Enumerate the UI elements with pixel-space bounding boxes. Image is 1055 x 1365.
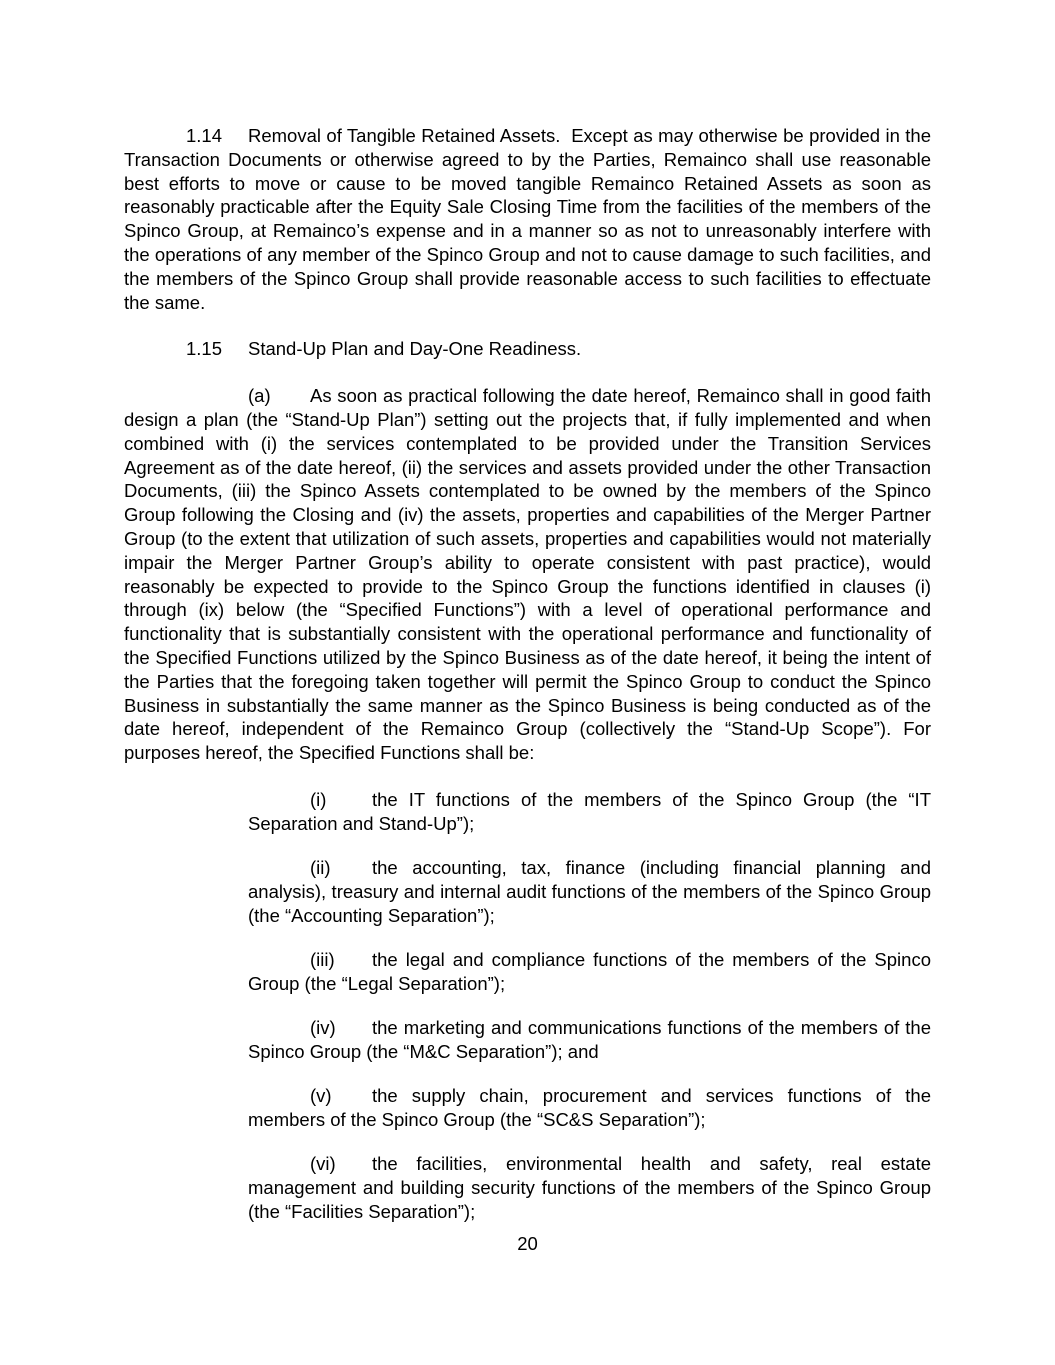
- list-item: [248, 788, 931, 836]
- list-item-text: the legal and compliance functions of the members of the Spinco Group (the “Legal Separation”);: [248, 948, 931, 994]
- section-number: 1.15: [186, 338, 223, 360]
- list-item: [248, 1016, 931, 1064]
- list-item-label: (vi): [310, 1153, 336, 1175]
- document-page: [124, 124, 931, 1244]
- list-item: [248, 856, 931, 927]
- list-item-text: the facilities, environmental health and safety, real estate management and building security functions of the members of the Spinco Group (the “Facilities Separation”);: [248, 1153, 931, 1222]
- list-item: [248, 948, 931, 996]
- section-1-14: [124, 124, 931, 314]
- subsection-label: (a): [248, 385, 271, 407]
- section-number: 1.14: [186, 125, 223, 146]
- section-body: Except as may otherwise be provided in the Transaction Documents or otherwise agreed to by the Parties, Remainco shall use reasonable best efforts to move or cause to be moved tangible Remainco Retained Assets as soon as reasonably practicable after the Equity Sale Closing Time from the facilities of the members of the Spinco Group, at Remainco’s expense and in a manner so as not to unreasonably interfere with the operations of any member of the Spinco Group and not to cause damage to such facilities, and the members of the Spinco Group shall provide reasonable access to such facilities to effectuate the same.: [124, 125, 932, 313]
- list-item-label: (ii): [310, 857, 331, 879]
- list-item-text: the marketing and communications functions of the members of the Spinco Group (the “M&C Separation”); and: [248, 1017, 931, 1062]
- list-item-label: (iii): [310, 948, 335, 970]
- subsection-text: As soon as practical following the date hereof, Remainco shall in good faith design a plan (the “Stand-Up Plan”) setting out the projects that, if fully implemented and when combined with (i) the services contemplated to be provided under the Transition Services Agreement as of the date hereof, (ii) the services and assets provided under the other Transaction Documents, (iii) the Spinco Assets contemplated to be owned by the members of the Spinco Group following the Closing and (iv) the assets, properties and capabilities of the Merger Partner Group (to the extent that utilization of such assets, properties and capabilities would not materially impair the Merger Partner Group’s ability to operate consistent with past practice), would reasonably be expected to provide to the Spinco Group the functions identified in clauses (i) through (ix) below (the “Specified Functions”) with a level of operational performance and functionality that is substantially consistent with the operational performance and functionality of the Specified Functions utilized by the Spinco Business as of the date hereof, it being the intent of the Parties that the foregoing taken together will permit the Spinco Group to conduct the Spinco Business in substantially the same manner as the Spinco Business is being conducted as of the date hereof, independent of the Remainco Group (collectively the “Stand-Up Scope”). For purposes hereof, the Specified Functions shall be:: [124, 385, 931, 764]
- section-heading: Stand-Up Plan and Day-One Readiness.: [248, 338, 582, 360]
- list-item-label: (v): [310, 1085, 332, 1107]
- list-item: [248, 1084, 931, 1132]
- section-1-15-heading: [124, 337, 931, 361]
- list-item-text: the IT functions of the members of the Spinco Group (the “IT Separation and Stand-Up”);: [248, 788, 931, 834]
- list-item: [248, 1152, 931, 1223]
- list-item-text: the supply chain, procurement and services functions of the members of the Spinco Group (the “SC&S Separation”);: [248, 1085, 931, 1130]
- list-item-label: (iv): [310, 1017, 336, 1038]
- page-number: 20: [517, 1233, 538, 1254]
- list-item-label: (i): [310, 788, 327, 810]
- list-item-text: the accounting, tax, finance (including financial planning and analysis), treasury and internal audit functions of the members of the Spinco Group (the “Accounting Separation”);: [248, 857, 931, 926]
- section-heading: Removal of Tangible Retained Assets.: [248, 125, 561, 146]
- subsection-a: [124, 384, 931, 765]
- specified-functions-list: [248, 788, 931, 1224]
